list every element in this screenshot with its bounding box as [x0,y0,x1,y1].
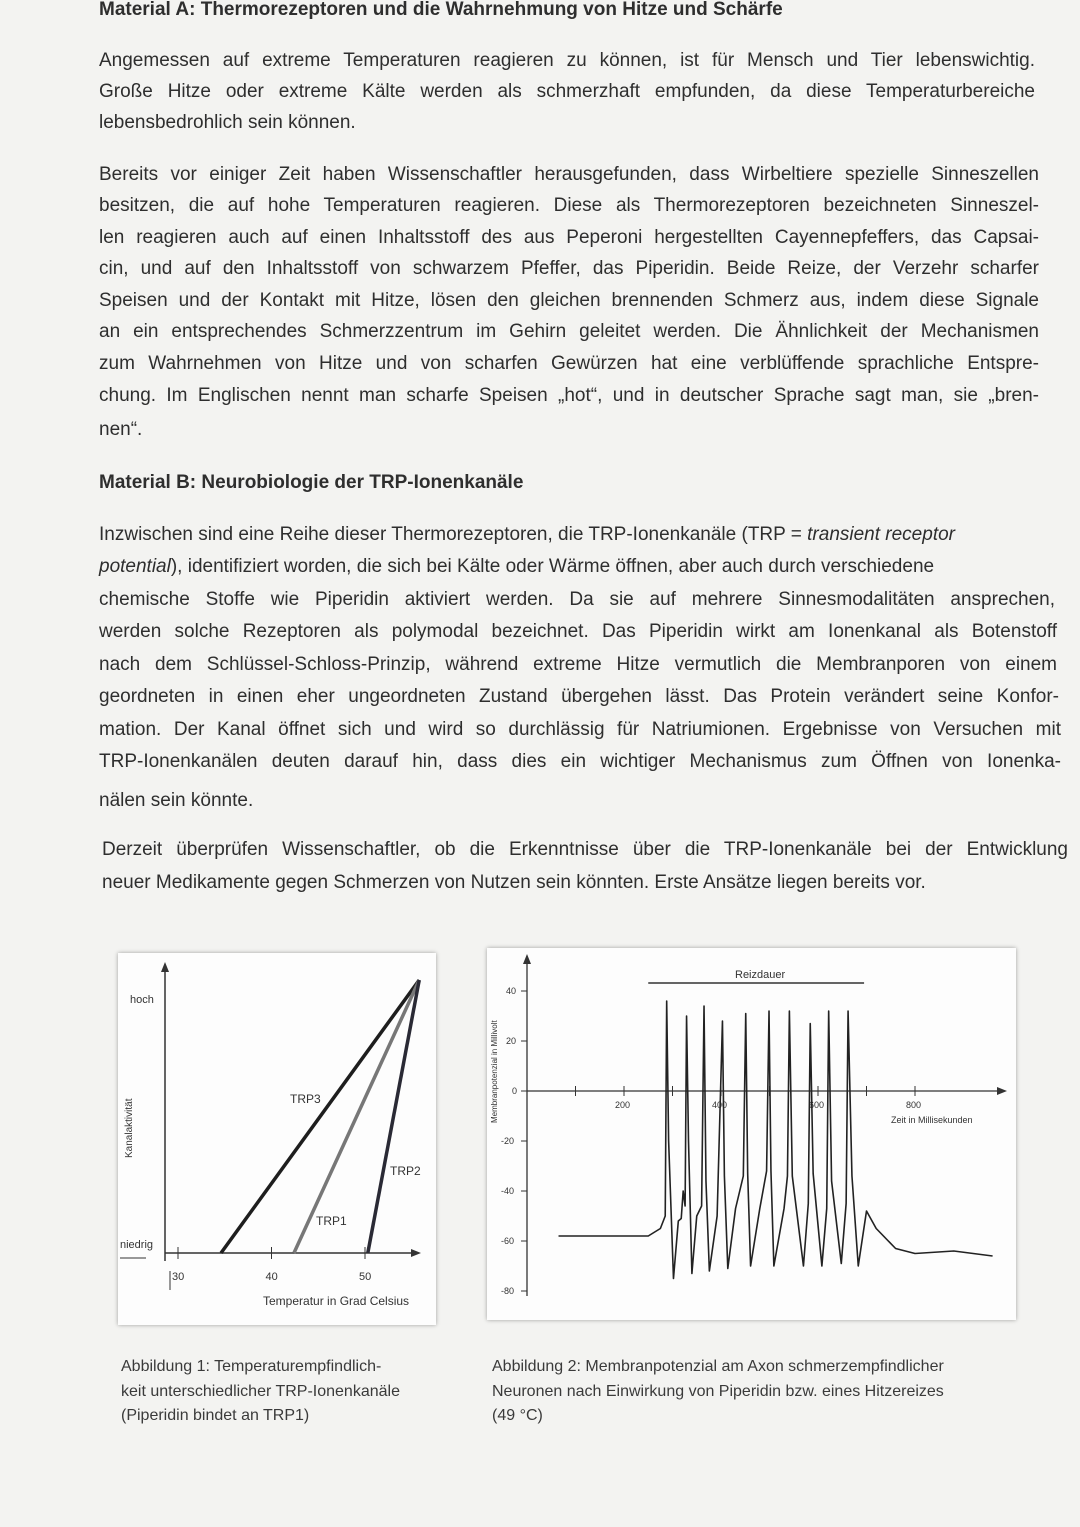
membrane-potential-trace [559,1001,993,1279]
y-tick-label: -60 [501,1236,515,1246]
text-line: nälen sein könnte. [99,790,254,811]
italic-term: transient receptor [807,524,955,545]
text-line: TRP-Ionenkanälen deuten darauf hin, dass dies ein wichtiger Mechanismus zum Öffnen von Ionenka- [99,751,1061,772]
text-line: lebensbedrohlich sein können. [99,112,356,133]
caption-line: keit unterschiedlicher TRP-Ionenkanäle [121,1382,400,1400]
y-axis-label: Kanalaktivität [124,1098,135,1158]
text-line: nen“. [99,419,143,440]
y-tick-label: -40 [501,1186,515,1196]
figure-1 [118,953,436,1325]
y-tick-label: 40 [506,986,517,996]
text-line: chemische Stoffe wie Piperidin aktiviert werden. Da sie auf mehrere Sinnesmodalitäten ansprechen, [99,589,1055,610]
text-line: Bereits vor einiger Zeit haben Wissenschaftler herausgefunden, dass Wirbeltiere spezielle Sinneszellen [99,164,1039,185]
x-axis-label: Zeit in Millisekunden [891,1115,973,1125]
y-axis-label: Membranpotenzial in Millivolt [490,1020,499,1123]
y-tick-label: 0 [512,1086,518,1096]
x-tick-label: 50 [359,1271,372,1283]
text-segment: Inzwischen sind eine Reihe dieser Thermorezeptoren, die TRP-Ionenkanäle (TRP = [99,524,808,545]
y-axis-arrow [161,962,169,972]
y-axis-arrow [523,954,531,964]
text-line: Angemessen auf extreme Temperaturen reagieren zu können, ist für Mensch und Tier lebenswichtig. [99,50,1035,71]
material-a-title: Material A: Thermorezeptoren und die Wahrnehmung von Hitze und Schärfe [99,0,783,20]
figure-2 [487,948,1016,1320]
text-line: Speisen und der Kontakt mit Hitze, lösen den gleichen brennenden Schmerz aus, indem diese Signale [99,290,1039,311]
series-line-trp1 [294,980,419,1253]
caption-line: (Piperidin bindet an TRP1) [121,1407,310,1424]
series-line-trp3 [221,980,419,1253]
x-tick-label: 200 [615,1100,631,1110]
x-axis-arrow [411,1249,421,1257]
series-line-trp2 [368,980,419,1253]
text-line: neuer Medikamente gegen Schmerzen von Nutzen sein könnten. Erste Ansätze liegen bereits vor. [102,872,926,893]
text-line: mation. Der Kanal öffnet sich und wird so durchlässig für Natriumionen. Ergebnisse von Versuchen mit [99,719,1061,740]
figure-1-chart [118,953,436,1325]
x-tick-label: 30 [172,1271,185,1283]
series-label-trp1: TRP1 [316,1214,347,1228]
text-line: besitzen, die auf hohe Temperaturen reagieren. Diese als Thermorezeptoren bezeichneten Sinneszel- [99,195,1039,216]
text-line: Große Hitze oder extreme Kälte werden als schmerzhaft empfunden, da diese Temperaturbereiche [99,81,1035,102]
text-line: zum Wahrnehmen von Hitze und von scharfen Gewürzen hat eine verblüffende sprachliche Entspre- [99,353,1039,374]
y-tick-label: -20 [501,1136,515,1146]
x-tick-label: 800 [906,1100,922,1110]
text-line: chung. Im Englischen nennt man scharfe Speisen „hot“, und in deutscher Sprache sagt man, sie „bren- [99,385,1039,406]
text-line: len reagieren auch auf einen Inhaltsstoff des aus Peperoni hergestellten Cayennepfeffers, das Capsai- [99,227,1039,248]
figure-2-caption [492,1355,944,1429]
text-line: geordneten in einen eher ungeordneten Zustand übergehen lässt. Das Protein verändert seine Konfor- [99,686,1059,707]
stimulus-duration-label: Reizdauer [735,969,786,981]
text-line [99,523,955,547]
material-b-title: Material B: Neurobiologie der TRP-Ionenkanäle [99,472,524,493]
caption-line: (49 °C) [492,1407,543,1424]
text-line: Derzeit überprüfen Wissenschaftler, ob die Erkenntnisse über die TRP-Ionenkanäle bei der Entwicklung [102,839,1068,860]
y-tick-label-low: niedrig [120,1239,154,1251]
x-tick-label: 40 [265,1271,278,1283]
text-line: an ein entsprechendes Schmerzzentrum im Gehirn geleitet werden. Die Ähnlichkeit der Mechanismen [99,321,1039,342]
y-tick-label: 20 [506,1036,517,1046]
series-label-trp3: TRP3 [290,1092,321,1106]
x-axis-arrow [997,1087,1007,1095]
italic-term: potential [99,556,171,577]
y-tick-label: -80 [501,1286,515,1296]
text-line: nach dem Schlüssel-Schloss-Prinzip, während extreme Hitze vermutlich die Membranporen von einem [99,654,1057,675]
text-segment: ), identifiziert worden, die sich bei Kälte oder Wärme öffnen, aber auch durch verschiedene [170,556,935,577]
caption-line: Abbildung 1: Temperaturempfindlich- [121,1358,382,1375]
x-tick-label: 400 [712,1100,728,1110]
series-label-trp2: TRP2 [390,1164,421,1178]
x-tick-label: 600 [809,1100,825,1110]
x-axis-label: Temperatur in Grad Celsius [263,1294,410,1308]
text-line: cin, und auf den Inhaltsstoff von schwarzem Pfeffer, das Piperidin. Beide Reize, der Verzehr scharfer [99,258,1039,279]
caption-line: Abbildung 2: Membranpotenzial am Axon schmerzempfindlicher [492,1358,944,1375]
caption-line: Neuronen nach Einwirkung von Piperidin bzw. eines Hitzereizes [492,1382,944,1400]
figure-1-caption [121,1355,400,1429]
text-line: werden solche Rezeptoren als polymodal bezeichnet. Das Piperidin wirkt am Ionenkanal als Botenstoff [99,621,1057,642]
figure-2-chart [487,948,1016,1320]
y-tick-label-high: hoch [130,994,154,1006]
text-line [99,555,934,579]
